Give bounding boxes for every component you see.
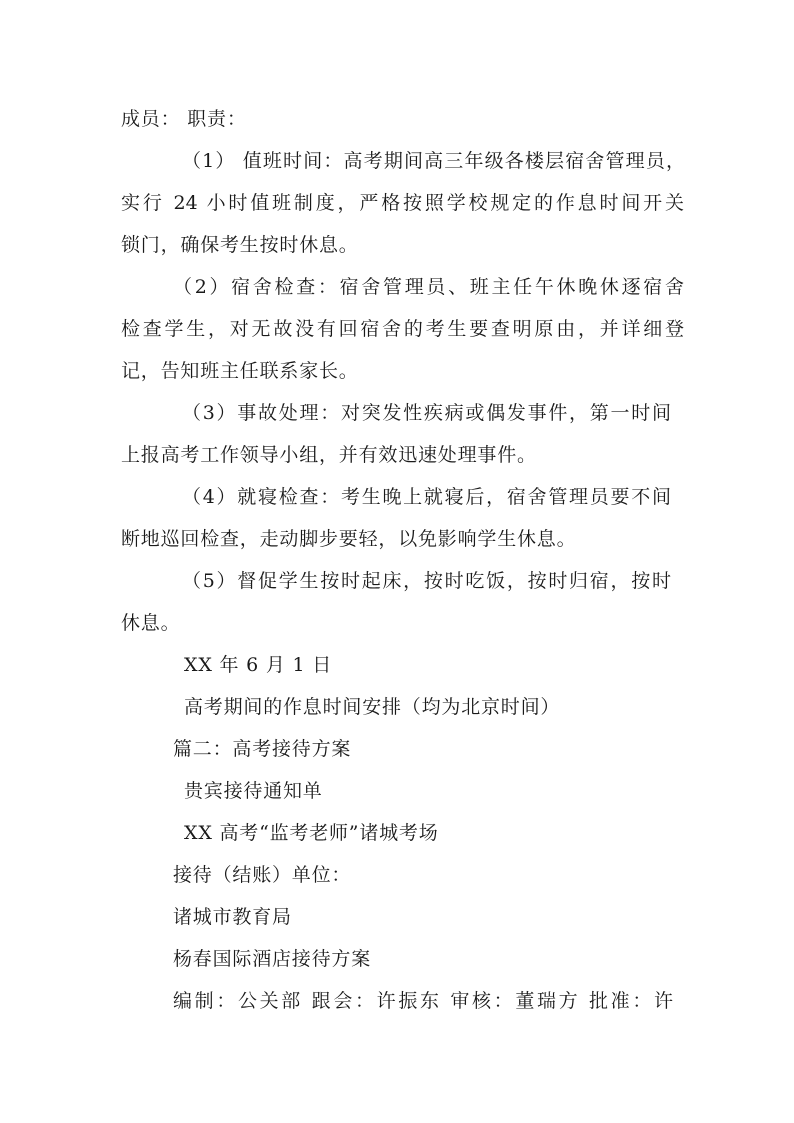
approval-line: 编制：公关部 跟会：许振东 审核：董瑞方 批准：许 [173, 990, 673, 1012]
duty-item-4-line-1: （4）就寝检查：考生晚上就寝后，宿舍管理员要不间 [182, 486, 671, 508]
schedule-title: 高考期间的作息时间安排（均为北京时间） [184, 696, 561, 718]
document-date: XX 年 6 月 1 日 [184, 654, 333, 676]
duty-item-3-line-1: （3）事故处理：对突发性疾病或偶发事件，第一时间 [182, 402, 671, 424]
duty-item-2-line-3: 记，告知班主任联系家长。 [121, 360, 359, 382]
duty-item-1-line-2: 实行 24 小时值班制度，严格按照学校规定的作息时间开关 [121, 192, 684, 214]
reception-unit-label: 接待（结账）单位： [173, 864, 352, 886]
duty-item-5-line-1: （5）督促学生按时起床，按时吃饭，按时归宿，按时 [182, 570, 671, 592]
duty-item-2-line-1: （2）宿舍检查：宿舍管理员、班主任午休晚休逐宿舍 [173, 276, 684, 298]
reception-unit-name: 诸城市教育局 [173, 906, 292, 928]
staff-duty-heading: 成员： 职责： [121, 108, 247, 130]
duty-item-1-line-1: （1） 值班时间：高考期间高三年级各楼层宿舍管理员， [182, 150, 685, 172]
duty-item-1-line-3: 锁门，确保考生按时休息。 [121, 234, 359, 256]
vip-notice-title: 贵宾接待通知单 [184, 780, 323, 802]
duty-item-2-line-2: 检查学生，对无故没有回宿舍的考生要查明原由，并详细登 [121, 318, 684, 340]
duty-item-3-line-2: 上报高考工作领导小组，并有效迅速处理事件。 [121, 444, 537, 466]
hotel-plan-title: 杨春国际酒店接待方案 [173, 948, 372, 970]
section-heading: 篇二：高考接待方案 [173, 738, 352, 760]
duty-item-5-line-2: 休息。 [121, 612, 181, 634]
duty-item-4-line-2: 断地巡回检查，走动脚步要轻，以免影响学生休息。 [121, 528, 577, 550]
exam-site-line: XX 高考“监考老师”诸城考场 [184, 822, 439, 844]
